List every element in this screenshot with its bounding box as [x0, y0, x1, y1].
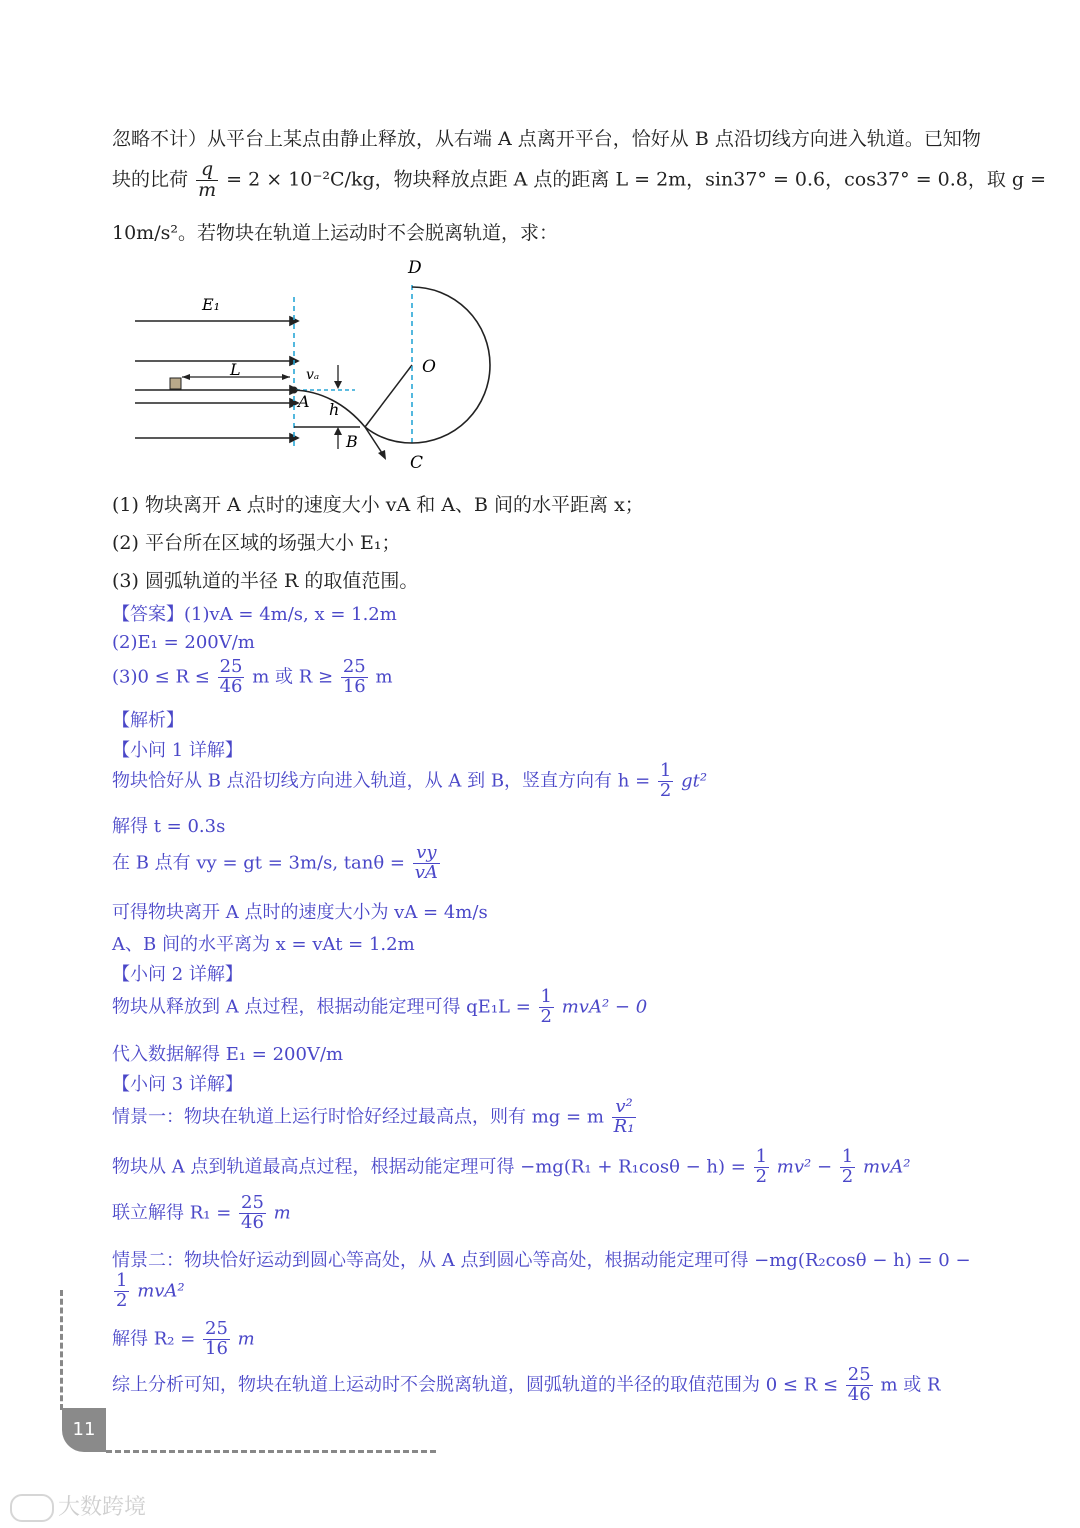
charge-mass-ratio-fraction: $\frac{q}{m}$ [198, 158, 217, 201]
s3-line-7: 综上分析可知，物块在轨道上运动时不会脱离轨道，圆弧轨道的半径的取值范围为 0 ≤ R ≤ $\frac{25}{46}$ m 或 R [112, 1364, 941, 1405]
s3-line-1: 情景一：物块在轨道上运行时恰好经过最高点，则有 mg = m $\frac{\text{v²}}{\text{R₁}}$ [112, 1096, 635, 1137]
watermark [10, 1490, 146, 1522]
question-2: (2) 平台所在区域的场强大小 E₁； [112, 532, 401, 554]
label-h: h [329, 400, 340, 419]
block [170, 378, 181, 389]
label-d: D [408, 258, 422, 278]
answer-3: (3)0 ≤ R ≤ $\frac{25}{46}$ m 或 R ≥ $\frac{25}{16}$ m [112, 656, 393, 697]
page-border-vertical [60, 1290, 63, 1410]
s1-line-1: 物块恰好从 B 点沿切线方向进入轨道，从 A 到 B，竖直方向有 h = $\frac{1}{2}$ gt² [112, 760, 708, 801]
intro-line-2-text: 块的比荷 [112, 168, 189, 191]
s2-line-1: 物块从释放到 A 点过程，根据动能定理可得 qE₁L = $\frac{1}{2}$ mvA² − 0 [112, 986, 648, 1027]
watermark-text: 大数跨境 [58, 1495, 147, 1520]
s1-line-2: 解得 t = 0.3s [112, 816, 226, 837]
s1-line-5: A、B 间的水平离为 x = vAt = 1.2m [112, 934, 415, 955]
section-3-title: 【小问 3 详解】 [112, 1074, 243, 1095]
watermark-logo-icon [10, 1494, 54, 1522]
intro-line-1: 忽略不计）从平台上某点由静止释放，从右端 A 点离开平台，恰好从 B 点沿切线方向进入轨道。已知物 [112, 128, 981, 150]
page-border-horizontal [106, 1450, 436, 1453]
s3-line-4: 情景二：物块恰好运动到圆心等高处，从 A 点到圆心等高处，根据动能定理可得 −mg(R₂cosθ − h) = 0 − [112, 1250, 971, 1271]
s3-line-3: 联立解得 R₁ = $\frac{25}{46}$ m [112, 1192, 291, 1233]
s1-line-3: 在 B 点有 vy = gt = 3m/s, tanθ = $\frac{vy}{vA}$ [112, 842, 438, 883]
intro-line-2-rest: = 2 × 10⁻²C/kg，物块释放点距 A 点的距离 L = 2m，sin37° = 0.6，cos37° = 0.8，取 g = [226, 168, 1047, 191]
label-c: C [410, 453, 424, 473]
physics-diagram [120, 255, 520, 475]
s3-line-6: 解得 R₂ = $\frac{25}{16}$ m [112, 1318, 255, 1359]
intro-line-2 [112, 160, 1046, 201]
label-va: vₐ [306, 367, 320, 383]
section-2-title: 【小问 2 详解】 [112, 964, 243, 985]
radius-line [365, 365, 412, 427]
analysis-title: 【解析】 [112, 710, 184, 731]
s3-line-2: 物块从 A 点到轨道最高点过程，根据动能定理可得 −mg(R₁ + R₁cosθ − h) = $\frac{1}{2}$ mv² − $\frac{1}{2}$ mvA² [112, 1146, 911, 1187]
s1-line-4: 可得物块离开 A 点时的速度大小为 vA = 4m/s [112, 902, 488, 923]
question-1: (1) 物块离开 A 点时的速度大小 vA 和 A、B 间的水平距离 x； [112, 494, 644, 516]
answer-2: (2)E₁ = 200V/m [112, 632, 255, 653]
label-b: B [346, 432, 358, 451]
section-1-title: 【小问 1 详解】 [112, 740, 243, 761]
label-l: L [230, 360, 241, 379]
answer-1: 【答案】(1)vA = 4m/s, x = 1.2m [112, 604, 397, 625]
s2-line-2: 代入数据解得 E₁ = 200V/m [112, 1044, 344, 1065]
label-e1: E₁ [202, 295, 221, 314]
label-o: O [422, 357, 436, 377]
label-a: A [298, 392, 310, 411]
question-3: (3) 圆弧轨道的半径 R 的取值范围。 [112, 570, 419, 592]
intro-line-3: 10m/s²。若物块在轨道上运动时不会脱离轨道，求： [112, 222, 558, 244]
s3-line-5: $\frac{1}{2}$ mvA² [116, 1270, 185, 1311]
page-number: 11 [62, 1408, 106, 1452]
